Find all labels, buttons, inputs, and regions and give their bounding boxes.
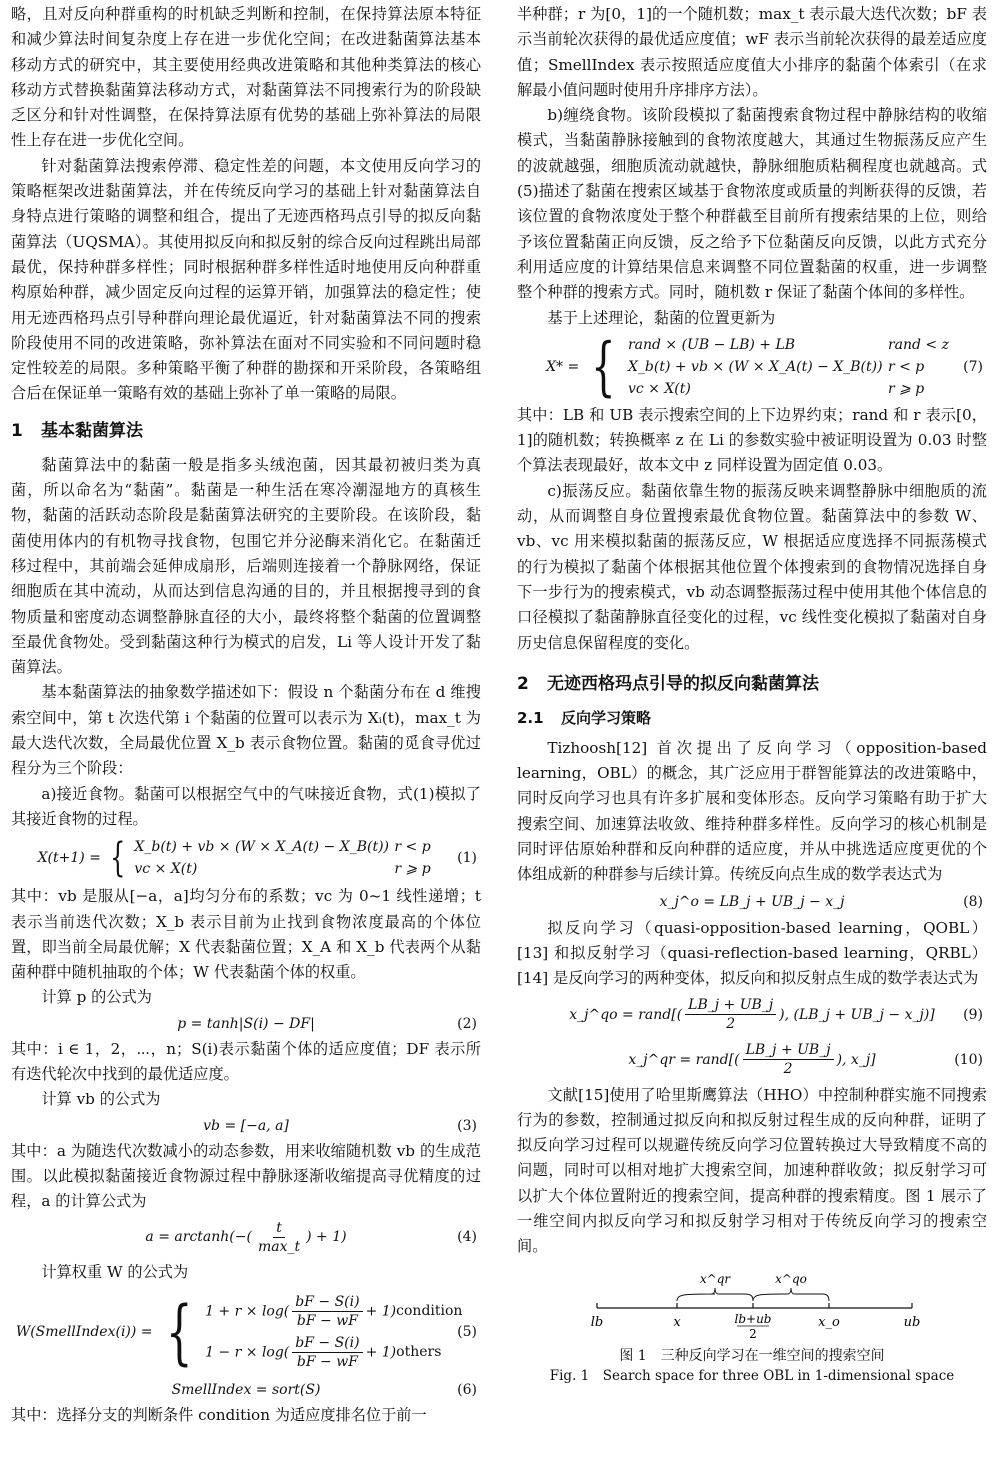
brace-xqr xyxy=(677,1288,753,1301)
fraction-denominator: 2 xyxy=(726,1016,736,1032)
number-line-diagram xyxy=(517,1268,987,1340)
equation-1 xyxy=(11,833,481,883)
right-column xyxy=(517,2,987,1468)
section-heading-2 xyxy=(517,672,987,696)
equation-number: (3) xyxy=(457,1117,477,1134)
paragraph: b)缠绕食物。该阶段模拟了黏菌搜索食物过程中静脉结构的收缩模式，当黏菌静脉接触到的食物浓度越大，其通过生物振荡反应产生的波就越强，细胞质流动就越快，静脉细胞质粘稠程度也就越高。式(5)描述了黏菌在搜索区域基于食物浓度或质量的判断获得的反馈，若该位置的食物浓度处于整个种群截至目前所有搜索结果的上位，则给予该位置黏菌正向反馈，反之给予下位黏菌反向反馈，以此方式充分利用适应度的计算结果信息来调整不同位置黏菌的权重，进一步调整整个种群的搜索方式。同时，随机数 r 保证了黏菌个体间的多样性。 xyxy=(517,106,987,302)
label-xqo: x^qo xyxy=(775,1271,807,1286)
brace: { xyxy=(110,835,126,882)
label-xo: x_o xyxy=(818,1314,840,1330)
paragraph: 略，且对反向种群重构的时机缺乏判断和控制，在保持算法原本特征和减少算法时间复杂度上存在进一步优化空间；在改进黏菌算法基本移动方式的研究中，其主要使用经典改进策略和其他种类算法的核心移动方式替换黏菌算法移动方式，对黏菌算法不同搜索行为的阶段缺乏区分和针对性调整，在保持算法原有优势的基础上弥补算法的局限性上存在进一步优化空间。 xyxy=(11,5,481,150)
equation-number: (7) xyxy=(963,358,983,375)
equation-part: ) + 1) xyxy=(306,1229,347,1246)
equation-lhs: X* = xyxy=(546,358,580,375)
equation-condition: r < p xyxy=(394,839,431,856)
equation-part: + 1) xyxy=(365,1303,397,1320)
fraction-numerator: LB_j + UB_j xyxy=(743,1041,834,1060)
label-mid-numerator: lb+ub xyxy=(734,1311,772,1326)
equation-case: rand × (UB − LB) + LB xyxy=(627,336,796,353)
label-xqr: x^qr xyxy=(699,1271,731,1286)
paragraph: 基于上述理论，黏菌的位置更新为 xyxy=(547,308,776,327)
fraction xyxy=(685,996,776,1033)
fraction xyxy=(255,1219,303,1256)
equation-number: (8) xyxy=(963,893,983,910)
paragraph: Tizhoosh[12] 首次提出了反向学习（opposition-based learning，OBL）的概念，其广泛应用于群智能算法的改进策略中，同时反向学习也具有许多扩展和变体形态。反向学习策略有助于扩大搜索空间、加速算法收敛、维持种群多样性。反向学习的核心机制是同时评估原始种群和反向种群的适应度，并从中挑选适应度更优的个体组成新的种群参与后续计算。传统反向点生成的数学表达式为 xyxy=(517,738,987,884)
label-lb: lb xyxy=(590,1314,604,1330)
paragraph: 基本黏菌算法的抽象数学描述如下：假设 n 个黏菌分布在 d 维搜索空间中，第 t 次迭代第 i 个黏菌的位置可以表示为 Xᵢ(t)，max_t 为最大迭代次数，全局最优位置 X_b 表示食物位置。黏菌的觅食寻优过程分为三个阶段： xyxy=(11,683,481,778)
figure-caption-cn: 图 1 三种反向学习在一维空间的搜索空间 xyxy=(619,1347,885,1364)
equation-4 xyxy=(11,1215,481,1259)
fraction-numerator: t xyxy=(273,1219,285,1238)
paragraph: 其中：a 为随迭代次数减小的动态参数，用来收缩随机数 vb 的生成范围。以此模拟黏菌接近食物源过程中静脉逐渐收缩提高寻优精度的过程，a 的计算公式为 xyxy=(11,1141,481,1211)
paragraph: c)振荡反应。黏菌依靠生物的振荡反映来调整静脉中细胞质的流动，从而调整自身位置搜索最优食物位置。黏菌算法中的参数 W、vb、vc 用来模拟黏菌的振荡反应，W 根据适应度选择不同振荡模式的行为模拟了黏菌个体根据其他位置个体搜索到的食物情况选择自身下一步行为的搜索模式，vb 动态调整振荡过程中使用其他个体信息的口径模拟了黏菌静脉直径变化的过程，vc 线性变化模拟了黏菌对自身历史信息保留程度的变化。 xyxy=(517,481,987,652)
equation-number: (1) xyxy=(457,850,477,867)
subsection-number: 2.1 xyxy=(517,708,544,727)
section-title: 基本黏菌算法 xyxy=(41,420,143,441)
subsection-heading-2-1 xyxy=(517,706,987,730)
section-number: 2 xyxy=(517,673,529,694)
left-column xyxy=(11,2,481,1468)
brace-xqo xyxy=(753,1288,829,1301)
fraction-numerator: LB_j + UB_j xyxy=(685,996,776,1015)
equation-condition: others xyxy=(396,1344,442,1361)
equation-part: x_j^qr = rand[( xyxy=(628,1051,740,1068)
paragraph: 计算 p 的公式为 xyxy=(41,988,152,1007)
equation-part: 1 − r × log( xyxy=(205,1344,290,1361)
label-mid-denominator: 2 xyxy=(749,1326,757,1340)
fraction-numerator: bF − S(i) xyxy=(292,1334,362,1353)
equation-lhs: X(t+1) = xyxy=(37,850,101,867)
equation-part: ), x_j] xyxy=(836,1051,876,1068)
equation-number: (5) xyxy=(457,1323,477,1340)
equation-body: p = tanh|S(i) − DF| xyxy=(177,1015,315,1032)
equation-9 xyxy=(517,993,987,1037)
fraction-denominator: bF − wF xyxy=(296,1312,358,1329)
equation-8 xyxy=(517,889,987,915)
section-heading-1 xyxy=(11,419,481,443)
figure-caption-en: Fig. 1 Search space for three OBL in 1-dimensional space xyxy=(549,1367,955,1384)
equation-case: vc × X(t) xyxy=(627,380,691,397)
paragraph: 其中：LB 和 UB 表示搜索空间的上下边界约束；rand 和 r 表示[0，1]的随机数；转换概率 z 在 Li 的参数实验中被证明设置为 0.03 时整个算法表现最好，故本文中 z 同样设置为固定值 0.03。 xyxy=(517,405,987,475)
paragraph: 针对黏菌算法搜索停滞、稳定性差的问题，本文使用反向学习的策略框架改进黏菌算法，并在传统反向学习的基础上针对黏菌算法自身特点进行策略的调整和组合，提出了无迹西格玛点引导的拟反向黏菌算法（UQSMA）。其使用拟反向和拟反射的综合反向过程跳出局部最优，保持种群多样性；同时根据种群多样性适时地使用反向种群重构原始种群，减少固定反向过程的运算开销，加强算法的稳定性；使用无迹西格玛点引导种群向理论最优逼近，针对黏菌算法不同的搜索阶段使用不同的改进策略，弥补算法在面对不同实验和不同问题时稳定性较差的局限。多种策略平衡了种群的勘探和开采阶段，各策略组合后在保证单一策略有效的基础上弥补了单一策略的局限。 xyxy=(11,156,481,403)
equation-part: a = arctanh(−( xyxy=(145,1229,252,1246)
brace: { xyxy=(591,329,616,404)
subsection-title: 反向学习策略 xyxy=(561,708,652,727)
equation-number: (4) xyxy=(457,1229,477,1246)
equation-condition: r < p xyxy=(887,358,925,375)
equation-part: ), (LB_j + UB_j − x_j)] xyxy=(779,1006,935,1023)
fraction-denominator: max_t xyxy=(257,1238,301,1255)
paragraph: 其中：选择分支的判断条件 condition 为适应度排名位于前一 xyxy=(11,1405,427,1424)
fraction xyxy=(292,1293,362,1330)
equation-part: 1 + r × log( xyxy=(205,1303,290,1320)
equation-part: x_j^qo = rand[( xyxy=(569,1006,683,1023)
equation-body: SmellIndex = sort(S) xyxy=(171,1381,321,1398)
equation-10 xyxy=(517,1038,987,1082)
equation-6 xyxy=(11,1378,481,1402)
equation-case: X_b(t) + vb × (W × X_A(t) − X_B(t)) xyxy=(134,839,390,856)
paragraph: a)接近食物。黏菌可以根据空气中的气味接近食物，式(1)模拟了其接近食物的过程。 xyxy=(11,784,481,828)
equation-case: X_b(t) + vb × (W × X_A(t) − X_B(t)) xyxy=(627,358,883,375)
equation-3 xyxy=(11,1114,481,1138)
section-number: 1 xyxy=(11,420,23,441)
equation-lhs: W(SmellIndex(i)) = xyxy=(15,1323,153,1340)
paragraph: 半种群；r 为[0，1]的一个随机数；max_t 表示最大迭代次数；bF 表示当前轮次获得的最优适应度值；wF 表示当前轮次获得的最差适应度值；SmellIndex 表示按照适应度值大小排序的黏菌个体索引（在求解最小值问题时使用升序排序方法）。 xyxy=(517,5,987,99)
equation-condition: condition xyxy=(396,1303,463,1320)
paragraph: 文献[15]使用了哈里斯鹰算法（HHO）中控制种群实施不同搜索行为的参数，控制通过拟反向和拟反射过程生成的反向种群，证明了拟反向学习过程可以规避传统反向学习位置转换过大导致精度不高的问题，同时可以相对地扩大搜索空间，加速种群收敛；拟反射学习可以扩大个体位置附近的搜索空间，提高种群的搜索精度。图 1 展示了一维空间内拟反向学习和拟反射学习相对于传统反向学习的搜索空间。 xyxy=(517,1085,987,1256)
fraction-numerator: bF − S(i) xyxy=(292,1293,362,1312)
equation-condition: r ⩾ p xyxy=(394,861,431,878)
equation-5 xyxy=(11,1287,481,1377)
paragraph: 黏菌算法中的黏菌一般是指多头绒泡菌，因其最初被归类为真菌，所以命名为“黏菌”。黏菌是一种生活在寒冷潮湿地方的真核生物，黏菌的活跃动态阶段是黏菌算法研究的主要阶段。在该阶段，黏菌使用体内的有机物寻找食物，包围它并分泌酶来消化它。在黏菌迁移过程中，其前端会延伸成扇形，后端则连接着一个静脉网络，保证细胞质在其中流动，从而达到信息沟通的目的，并且根据搜寻到的食物质量和密度动态调整静脉直径的大小，最终将整个黏菌的位置调整至最优食物处。受到黏菌这种行为模式的启发，Li 等人设计开发了黏菌算法。 xyxy=(11,455,481,677)
fraction xyxy=(292,1334,362,1371)
fraction-denominator: 2 xyxy=(783,1061,793,1077)
equation-case: vc × X(t) xyxy=(134,861,198,878)
equation-2 xyxy=(11,1012,481,1036)
equation-body: vb = [−a, a] xyxy=(203,1117,289,1134)
equation-condition: r ⩾ p xyxy=(887,380,925,397)
brace: { xyxy=(165,1290,193,1373)
equation-number: (2) xyxy=(457,1015,477,1032)
section-title: 无迹西格玛点引导的拟反向黏菌算法 xyxy=(547,673,819,694)
paragraph: 拟反向学习（quasi-opposition-based learning，QOBL）[13] 和拟反射学习（quasi-reflection-based learning，QRBL）[14] 是反向学习的两种变体，拟反向和拟反射点生成的数学表达式为 xyxy=(517,918,987,988)
paragraph: 计算 vb 的公式为 xyxy=(41,1090,161,1109)
fraction xyxy=(743,1041,834,1078)
equation-number: (6) xyxy=(457,1381,477,1398)
equation-part: + 1) xyxy=(365,1344,397,1361)
equation-number: (9) xyxy=(963,1006,983,1023)
paragraph: 其中：vb 是服从[−a，a]均匀分布的系数；vc 为 0~1 线性递增；t 表示当前迭代次数；X_b 表示目前为止找到食物浓度最高的个体位置，即当前全局最优解；X 代表黏菌位置；X_A 和 X_b 代表两个从黏菌种群中随机抽取的个体；W 代表黏菌个体的权重。 xyxy=(11,887,481,982)
label-x: x xyxy=(673,1314,681,1330)
equation-7 xyxy=(517,329,987,404)
equation-body: x_j^o = LB_j + UB_j − x_j xyxy=(659,893,845,910)
paragraph: 其中：i ∈ 1，2，⋯，n；S(i)表示黏菌个体的适应度值；DF 表示所有迭代轮次中找到的最优适应度。 xyxy=(11,1039,481,1083)
equation-number: (10) xyxy=(954,1051,983,1068)
paragraph: 计算权重 W 的公式为 xyxy=(41,1263,189,1282)
figure-1 xyxy=(517,1268,987,1384)
fraction-denominator: bF − wF xyxy=(296,1353,358,1370)
equation-condition: rand < z xyxy=(887,336,949,353)
label-ub: ub xyxy=(903,1314,921,1330)
